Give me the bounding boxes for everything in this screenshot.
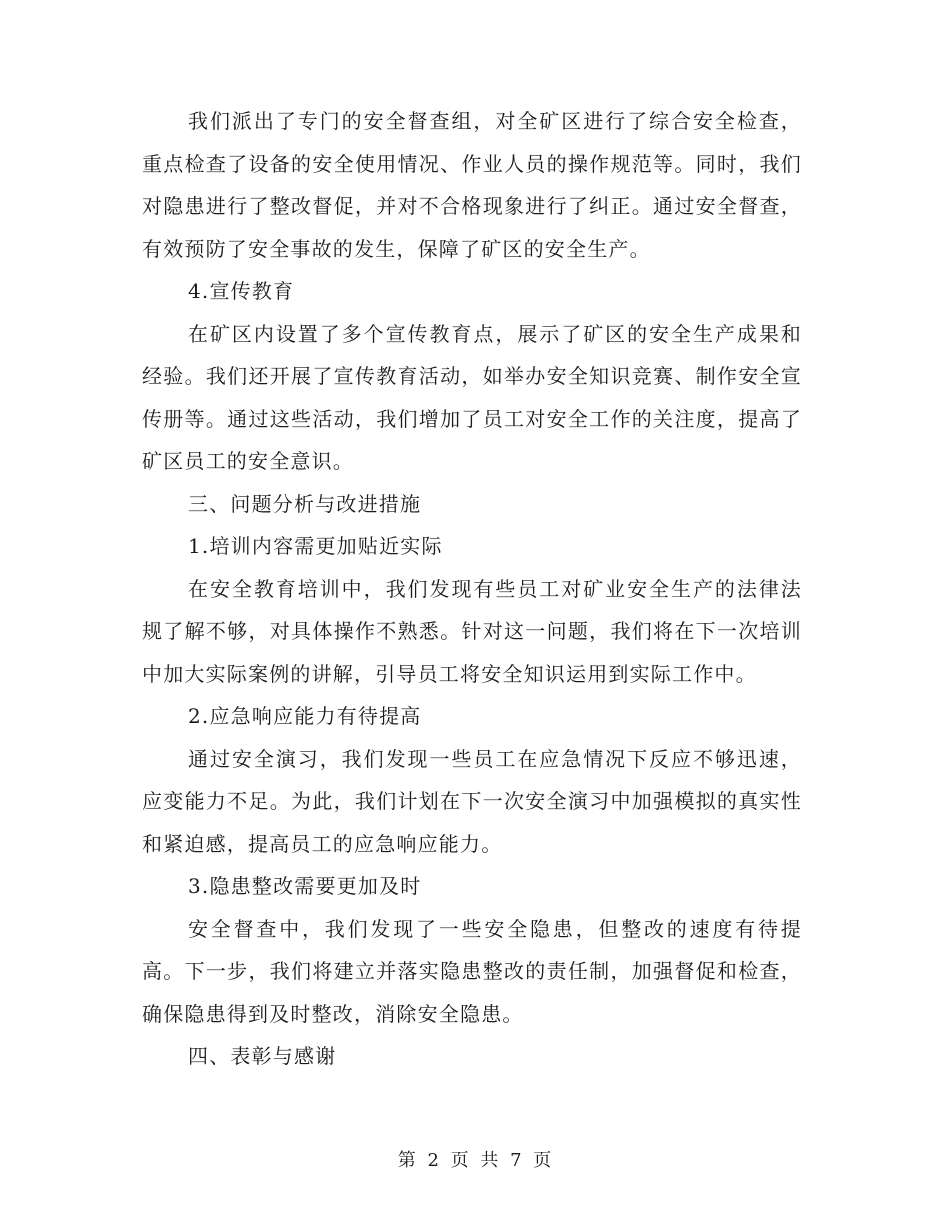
paragraph-training-content: 在安全教育培训中，我们发现有些员工对矿业安全生产的法律法规了解不够，对具体操作不熟悉。针对这一问题，我们将在下一次培训中加大实际案例的讲解，引导员工将安全知识运用到实际工作中。 [142,576,802,686]
section-heading-problem-analysis: 三、问题分析与改进措施 [188,491,422,516]
heading-emergency-response: 2.应急响应能力有待提高 [188,704,422,728]
heading-training-content: 1.培训内容需更加贴近实际 [188,534,443,558]
section-heading-commendation: 四、表彰与感谢 [188,1044,337,1068]
heading-hazard-rectification: 3.隐患整改需要更加及时 [188,874,422,898]
paragraph-emergency-response: 通过安全演习，我们发现一些员工在应急情况下反应不够迅速，应变能力不足。为此，我们计划在下一次安全演习中加强模拟的真实性和紧迫感，提高员工的应急响应能力。 [142,746,802,856]
page-number-footer: 第 2 页 共 7 页 [397,1150,553,1171]
paragraph-publicity-education: 在矿区内设置了多个宣传教育点，展示了矿区的安全生产成果和经验。我们还开展了宣传教育活动，如举办安全知识竞赛、制作安全宣传册等。通过这些活动，我们增加了员工对安全工作的关注度，提高了矿区员工的安全意识。 [142,321,802,473]
document-body [142,100,802,1078]
heading-publicity-education: 4.宣传教育 [188,279,295,303]
paragraph-hazard-rectification: 安全督查中，我们发现了一些安全隐患，但整改的速度有待提高。下一步，我们将建立并落实隐患整改的责任制，加强督促和检查，确保隐患得到及时整改，消除安全隐患。 [142,916,802,1026]
paragraph-safety-inspection: 我们派出了专门的安全督查组，对全矿区进行了综合安全检查，重点检查了设备的安全使用情况、作业人员的操作规范等。同时，我们对隐患进行了整改督促，并对不合格现象进行了纠正。通过安全督查，有效预防了安全事故的发生，保障了矿区的安全生产。 [142,109,802,261]
